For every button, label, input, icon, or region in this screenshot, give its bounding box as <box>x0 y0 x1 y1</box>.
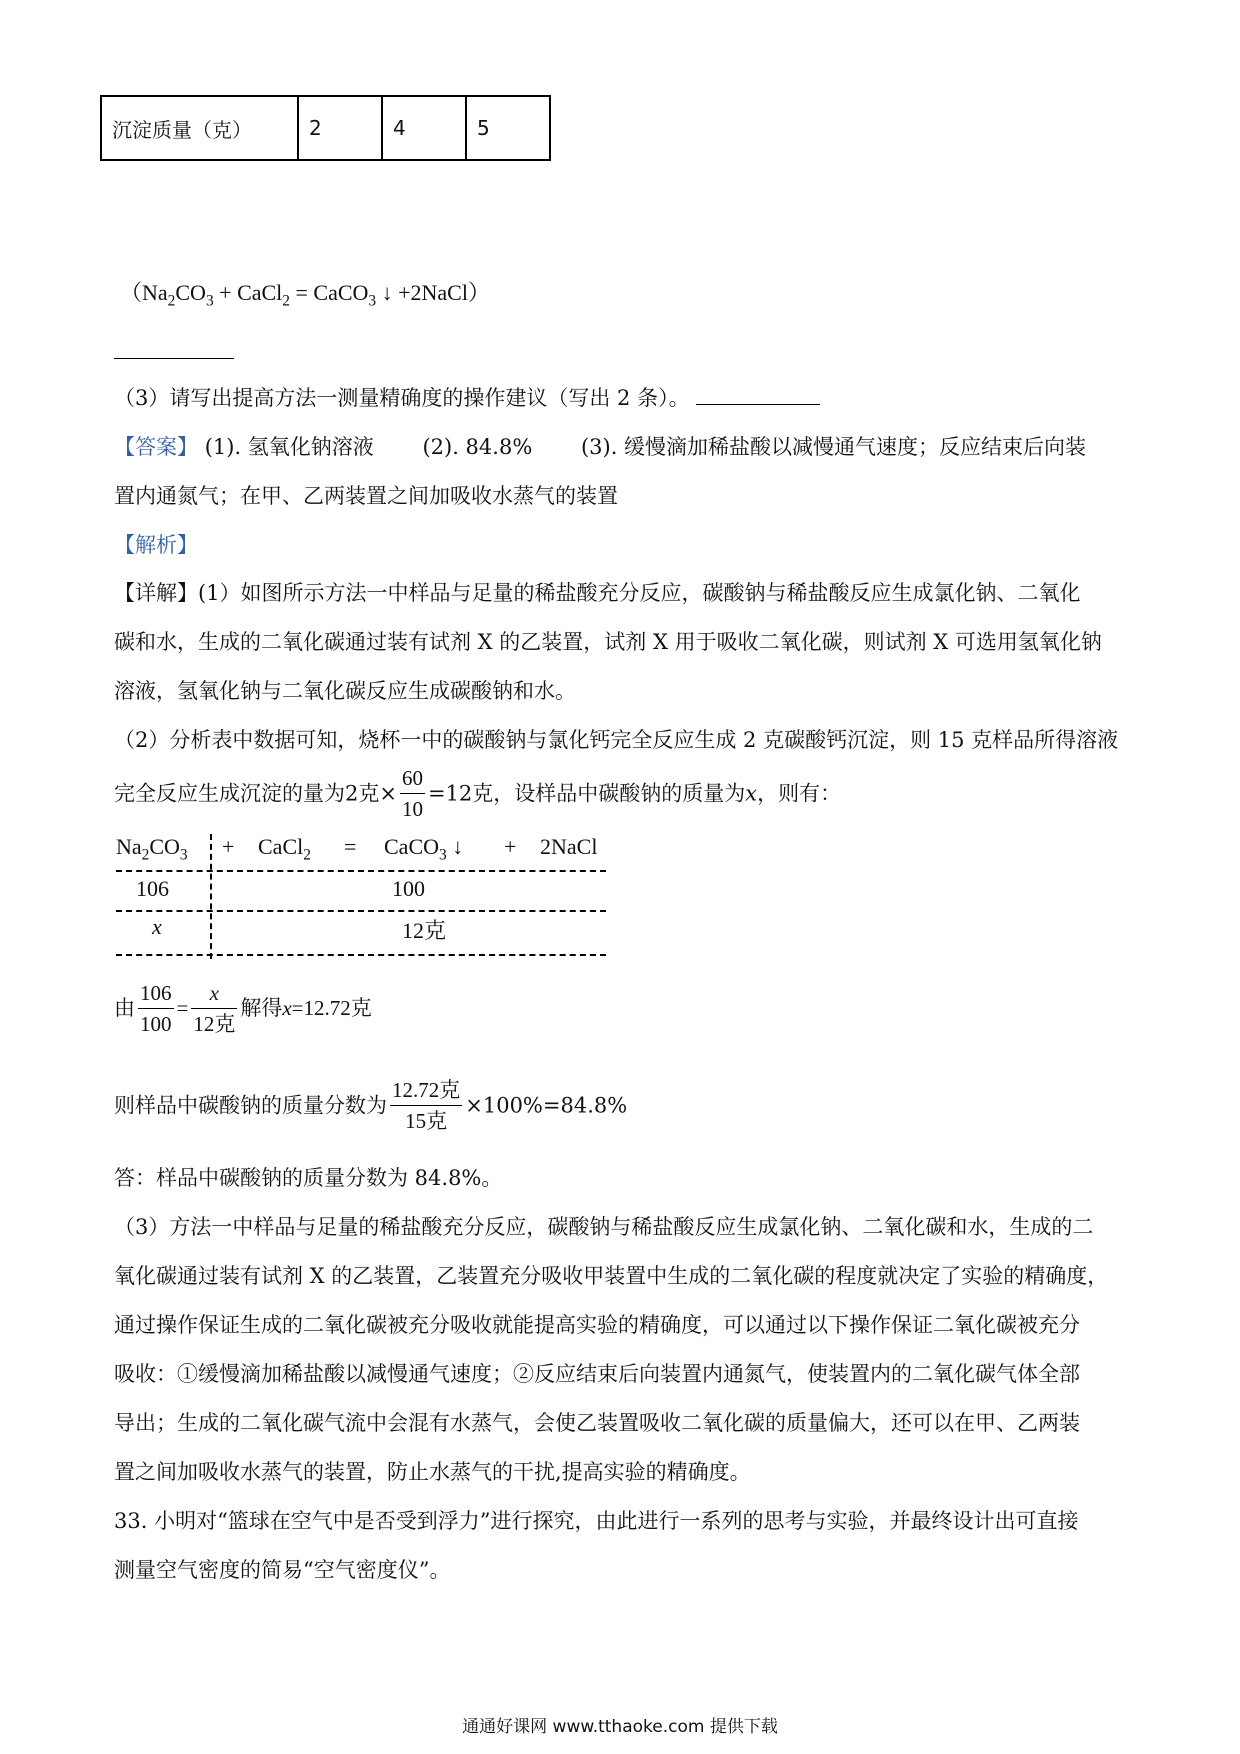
precipitate-table <box>100 95 551 161</box>
fraction-x-12: $\frac{x}{\text{12克}}$ <box>191 978 237 1039</box>
detail-line-5: 完全反应生成沉淀的量为2克× $\frac{60}{10}$ =12克，设样品中碳酸钠的质量为x，则有： <box>114 762 841 824</box>
conclusion: 答：样品中碳酸钠的质量分数为 84.8%。 <box>114 1166 503 1190</box>
stoich-caco3: CaCO$_3$ ↓ <box>384 834 464 864</box>
solve-line: 由 $\frac{106}{100}$ = $\frac{x}{\text{12克}}$ 解得x=12.72克 <box>114 974 372 1040</box>
stoich-plus: + <box>504 834 517 859</box>
part3-line-6: 置之间加吸收水蒸气的装置，防止水蒸气的干扰,提高实验的精确度。 <box>114 1460 751 1484</box>
stoich-plus: + <box>222 834 235 859</box>
reaction-equation: （$Na_2CO_3$ + CaCl$_2$ = CaCO$_3$ ↓ +2NaCl） <box>120 280 490 310</box>
question-33-line-2: 测量空气密度的简易“空气密度仪”。 <box>114 1558 451 1582</box>
stoich-cacl2: CaCl$_2$ <box>258 834 311 864</box>
answer-blank <box>696 404 820 405</box>
table-cell: 5 <box>466 96 550 160</box>
stoich-cell: x <box>152 914 162 939</box>
stoich-cell: 100 <box>392 876 425 901</box>
answer-tag: 【答案】 <box>114 435 198 459</box>
part3-line-2: 氧化碳通过装有试剂 X 的乙装置，乙装置充分吸收甲装置中生成的二氧化碳的程度就决定了实验的精确度， <box>114 1264 1109 1288</box>
table-row <box>101 96 550 160</box>
question-3: （3）请写出提高方法一测量精确度的操作建议（写出 2 条）。 <box>114 383 820 413</box>
stoichiometry-table <box>116 834 606 959</box>
table-cell: 2 <box>298 96 382 160</box>
part3-line-5: 导出；生成的二氧化碳气流中会混有水蒸气，会使乙装置吸收二氧化碳的质量偏大，还可以在甲、乙两装 <box>114 1411 1080 1435</box>
fraction-106-100: $\frac{106}{100}$ <box>138 978 174 1039</box>
question-33-line-1: 33. 小明对“篮球在空气中是否受到浮力”进行探究，由此进行一系列的思考与实验，并最终设计出可直接 <box>114 1509 1079 1533</box>
detail-line-2: 碳和水，生成的二氧化碳通过装有试剂 X 的乙装置，试剂 X 用于吸收二氧化碳，则试剂 X 可选用氢氧化钠 <box>114 630 1102 654</box>
answer-line-2: 置内通氮气；在甲、乙两装置之间加吸收水蒸气的装置 <box>114 484 618 508</box>
page-footer: 通通好课网 www.tthaoke.com 提供下载 <box>462 1717 778 1737</box>
table-header-cell: 沉淀质量（克） <box>101 96 298 160</box>
analysis-tag: 【解析】 <box>114 533 198 557</box>
detail-line-1: 【详解】(1）如图所示方法一中样品与足量的稀盐酸充分反应，碳酸钠与稀盐酸反应生成氯化钠、二氧化 <box>114 581 1081 605</box>
dashed-rule <box>116 954 606 956</box>
part3-line-1: （3）方法一中样品与足量的稀盐酸充分反应，碳酸钠与稀盐酸反应生成氯化钠、二氧化碳和水，生成的二 <box>114 1215 1094 1239</box>
mass-fraction-line: 则样品中碳酸钠的质量分数为 $\frac{\text{12.72克}}{\text{15克}}$ ×100%=84.8% <box>114 1072 627 1138</box>
fraction-12.72-15: $\frac{\text{12.72克}}{\text{15克}}$ <box>390 1075 462 1136</box>
stoich-formula: $Na_2CO_3$ <box>116 834 188 864</box>
stoich-cell: 12克 <box>402 918 447 943</box>
fraction-60-10: $\frac{60}{10}$ <box>400 763 425 824</box>
stoich-eq: = <box>344 834 357 859</box>
detail-line-4: （2）分析表中数据可知，烧杯一中的碳酸钠与氯化钙完全反应生成 2 克碳酸钙沉淀，则 15 克样品所得溶液 <box>114 728 1119 752</box>
stoich-nacl: 2NaCl <box>540 834 598 859</box>
dashed-rule <box>116 910 606 912</box>
part3-line-3: 通过操作保证生成的二氧化碳被充分吸收就能提高实验的精确度，可以通过以下操作保证二氧化碳被充分 <box>114 1313 1080 1337</box>
table-cell: 4 <box>382 96 466 160</box>
part3-line-4: 吸收：①缓慢滴加稀盐酸以减慢通气速度；②反应结束后向装置内通氮气，使装置内的二氧化碳气体全部 <box>114 1362 1080 1386</box>
dashed-rule <box>116 870 606 872</box>
detail-line-3: 溶液，氢氧化钠与二氧化碳反应生成碳酸钠和水。 <box>114 679 576 703</box>
answer-blank-line <box>114 358 234 359</box>
answer-line-1: 【答案】 (1). 氢氧化钠溶液 (2). 84.8% (3). 缓慢滴加稀盐酸以减慢通气速度；反应结束后向装 <box>114 435 1087 459</box>
stoich-cell: 106 <box>136 876 169 901</box>
dashed-divider <box>210 834 212 959</box>
